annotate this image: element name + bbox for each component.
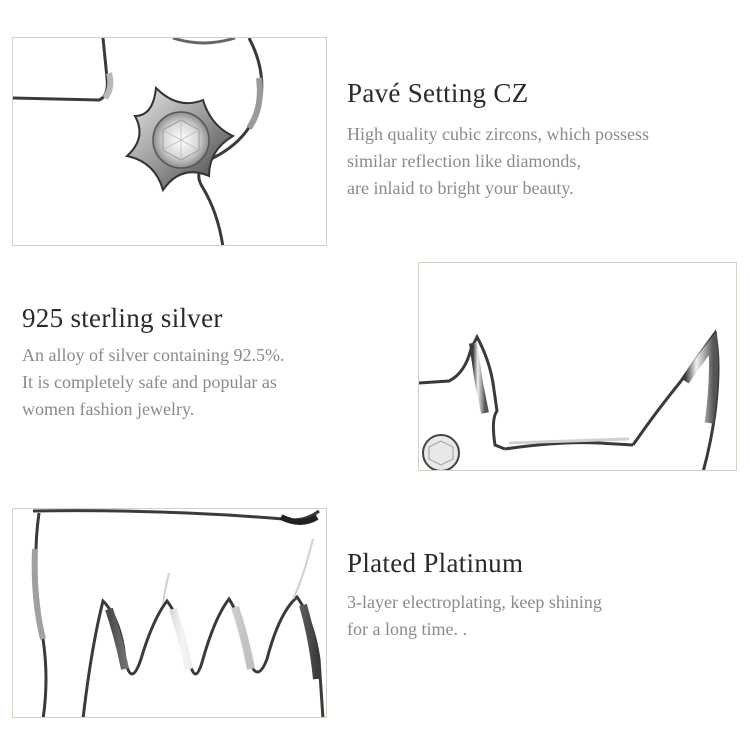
product-closeup-ears-image [418, 262, 737, 471]
feature-title: Plated Platinum [347, 548, 524, 578]
feature-title: Pavé Setting CZ [347, 78, 529, 108]
description-line: are inlaid to bright your beauty. [347, 178, 574, 198]
description-line: It is completely safe and popular as [22, 372, 277, 392]
description-line: 3-layer electroplating, keep shining [347, 592, 602, 612]
product-closeup-paw-image [12, 508, 327, 718]
product-closeup-zircon-image [12, 37, 327, 246]
description-line: women fashion jewelry. [22, 399, 195, 419]
description-line: An alloy of silver containing 92.5%. [22, 345, 285, 365]
feature-description [347, 121, 649, 202]
description-line: High quality cubic zircons, which possess [347, 124, 649, 144]
feature-pave-setting [347, 78, 649, 202]
feature-sterling-silver [22, 303, 284, 423]
feature-plated-platinum [347, 548, 602, 643]
feature-title: 925 sterling silver [22, 303, 223, 333]
feature-description [347, 589, 602, 643]
description-line: for a long time. . [347, 619, 467, 639]
feature-description [22, 342, 284, 423]
description-line: similar reflection like diamonds, [347, 151, 581, 171]
